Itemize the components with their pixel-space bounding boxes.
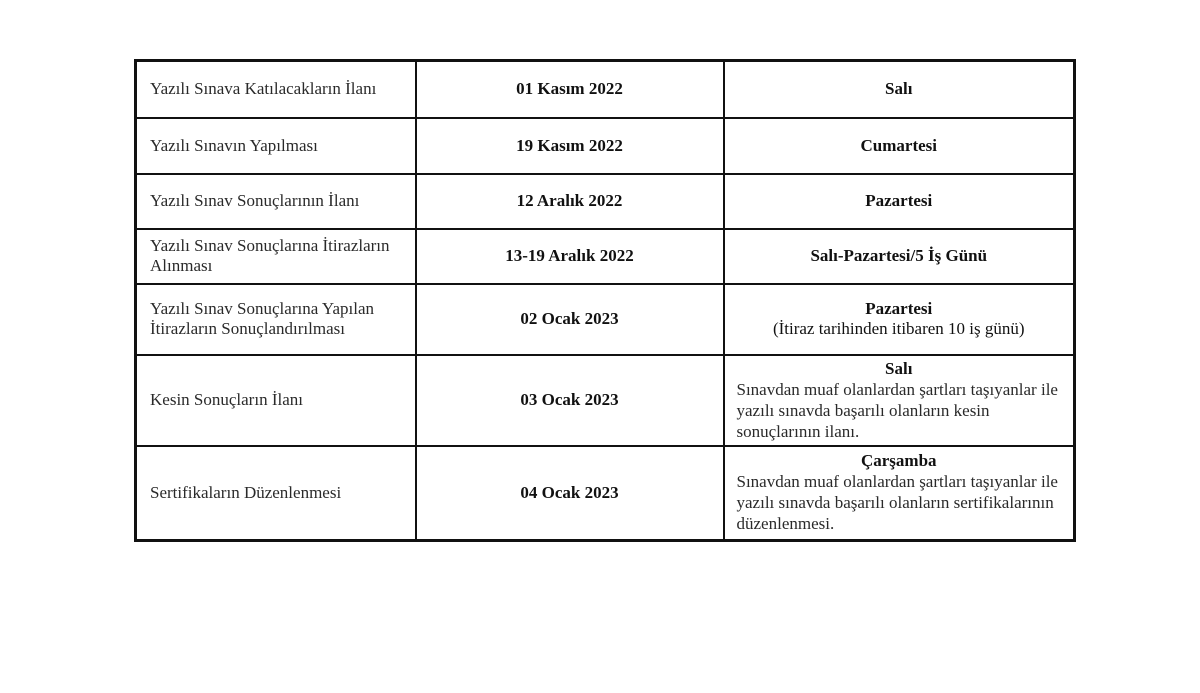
date-cell: 04 Ocak 2023 xyxy=(416,446,724,541)
date-cell: 12 Aralık 2022 xyxy=(416,174,724,229)
date-cell: 19 Kasım 2022 xyxy=(416,118,724,174)
day-cell xyxy=(724,229,1075,284)
day-cell xyxy=(724,446,1075,541)
table-row xyxy=(136,355,1075,446)
activity-cell: Yazılı Sınava Katılacakların İlanı xyxy=(136,61,416,118)
date-cell: 03 Ocak 2023 xyxy=(416,355,724,446)
activity-cell: Yazılı Sınavın Yapılması xyxy=(136,118,416,174)
day-name: Salı-Pazartesi/5 İş Günü xyxy=(810,246,988,265)
table-row xyxy=(136,229,1075,284)
date-cell: 13-19 Aralık 2022 xyxy=(416,229,724,284)
activity-cell: Yazılı Sınav Sonuçlarının İlanı xyxy=(136,174,416,229)
table-row xyxy=(136,446,1075,541)
day-description: Sınavdan muaf olanlardan şartları taşıyanlar ile yazılı sınavda başarılı olanların kesin sonuçlarının ilanı. xyxy=(736,379,1058,441)
day-name: Pazartesi xyxy=(865,299,933,318)
day-cell xyxy=(724,118,1075,174)
date-cell: 02 Ocak 2023 xyxy=(416,284,724,355)
day-cell xyxy=(724,355,1075,446)
day-cell xyxy=(724,174,1075,229)
table-row xyxy=(136,174,1075,229)
date-cell: 01 Kasım 2022 xyxy=(416,61,724,118)
activity-cell: Sertifikaların Düzenlenmesi xyxy=(136,446,416,541)
exam-schedule-table xyxy=(134,59,1076,542)
day-name: Salı xyxy=(885,79,913,99)
day-name: Salı xyxy=(885,358,913,378)
day-note: (İtiraz tarihinden itibaren 10 iş günü) xyxy=(772,319,1025,338)
day-name: Çarşamba xyxy=(860,451,937,471)
day-name: Cumartesi xyxy=(860,135,937,155)
activity-cell: Yazılı Sınav Sonuçlarına İtirazların Alınması xyxy=(136,229,416,284)
day-cell xyxy=(724,61,1075,118)
table-row xyxy=(136,61,1075,118)
day-name: Pazartesi xyxy=(865,191,933,210)
day-cell xyxy=(724,284,1075,355)
table-row xyxy=(136,118,1075,174)
table-row xyxy=(136,284,1075,355)
activity-cell: Kesin Sonuçların İlanı xyxy=(136,355,416,446)
activity-cell: Yazılı Sınav Sonuçlarına Yapılan İtirazların Sonuçlandırılması xyxy=(136,284,416,355)
day-description: Sınavdan muaf olanlardan şartları taşıyanlar ile yazılı sınavda başarılı olanların sertifikalarının düzenlenmesi. xyxy=(736,472,1058,534)
